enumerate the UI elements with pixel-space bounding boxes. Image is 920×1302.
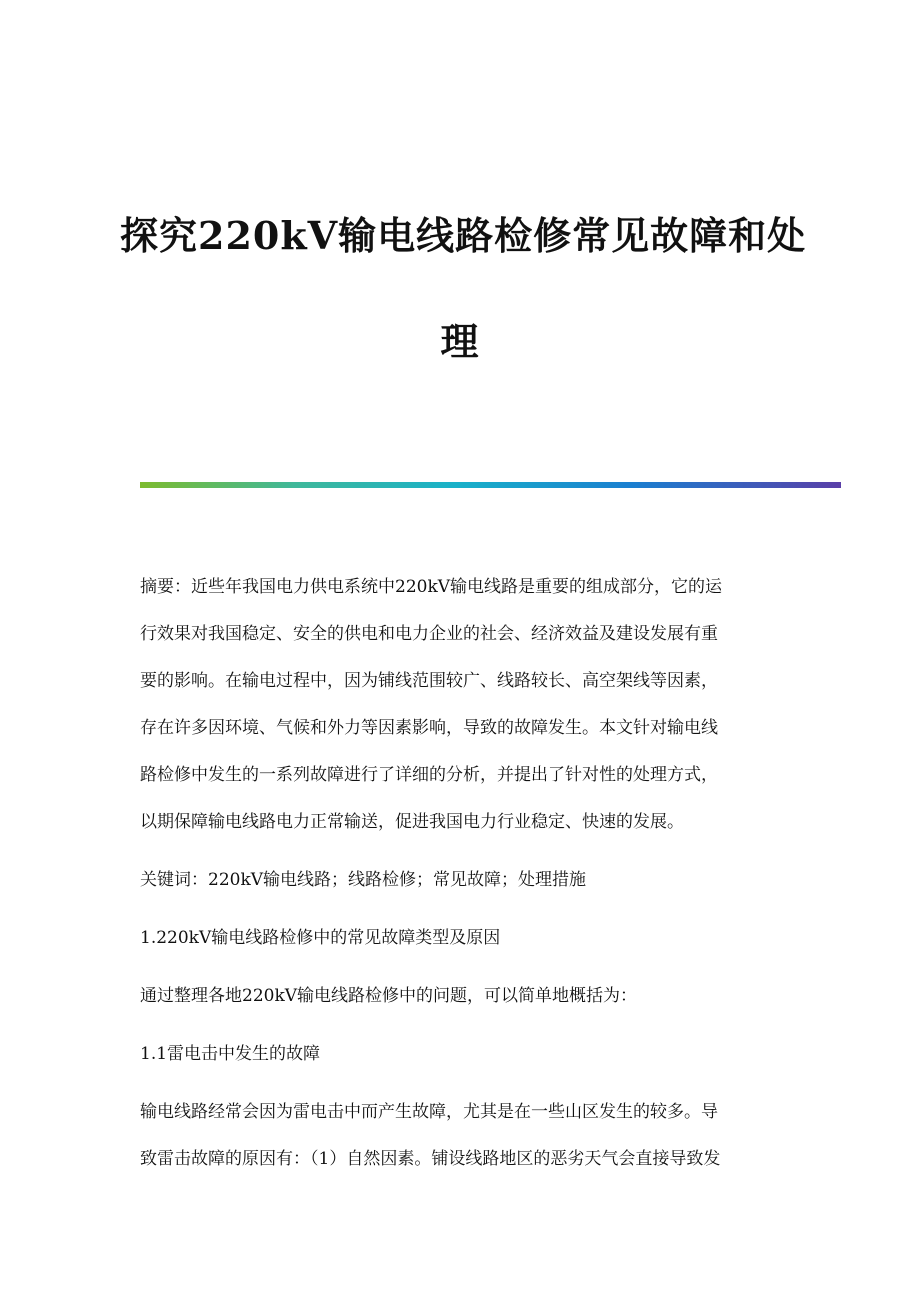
title-line-1: 探究220kV输电线路检修常见故障和处 <box>120 213 807 258</box>
body-line: 致雷击故障的原因有：（1）自然因素。铺设线路地区的恶劣天气会直接导致发 <box>140 1149 721 1169</box>
abstract-line: 摘要：近些年我国电力供电系统中220kV输电线路是重要的组成部分，它的运 <box>140 577 723 597</box>
abstract-line: 存在许多因环境、气候和外力等因素影响，导致的故障发生。本文针对输电线 <box>140 718 718 738</box>
body-line: 输电线路经常会因为雷电击中而产生故障，尤其是在一些山区发生的较多。导 <box>140 1102 718 1122</box>
section-intro: 通过整理各地220kV输电线路检修中的问题，可以简单地概括为： <box>140 986 638 1006</box>
abstract-line: 以期保障输电线路电力正常输送，促进我国电力行业稳定、快速的发展。 <box>140 812 684 832</box>
section-heading-1: 1.220kV输电线路检修中的常见故障类型及原因 <box>140 928 501 948</box>
abstract-line: 路检修中发生的一系列故障进行了详细的分析，并提出了针对性的处理方式， <box>140 765 718 785</box>
section-heading-1-1: 1.1雷电击中发生的故障 <box>140 1044 321 1064</box>
abstract-line: 行效果对我国稳定、安全的供电和电力企业的社会、经济效益及建设发展有重 <box>140 624 718 644</box>
title-line-2: 理 <box>440 319 480 364</box>
document-title <box>120 208 807 370</box>
abstract-line: 要的影响。在输电过程中，因为铺线范围较广、线路较长、高空架线等因素， <box>140 671 718 691</box>
document-body <box>140 564 780 1183</box>
keywords-line: 关键词：220kV输电线路；线路检修；常见故障；处理措施 <box>140 870 587 890</box>
abstract-paragraph <box>140 564 780 846</box>
gradient-divider <box>140 482 841 488</box>
